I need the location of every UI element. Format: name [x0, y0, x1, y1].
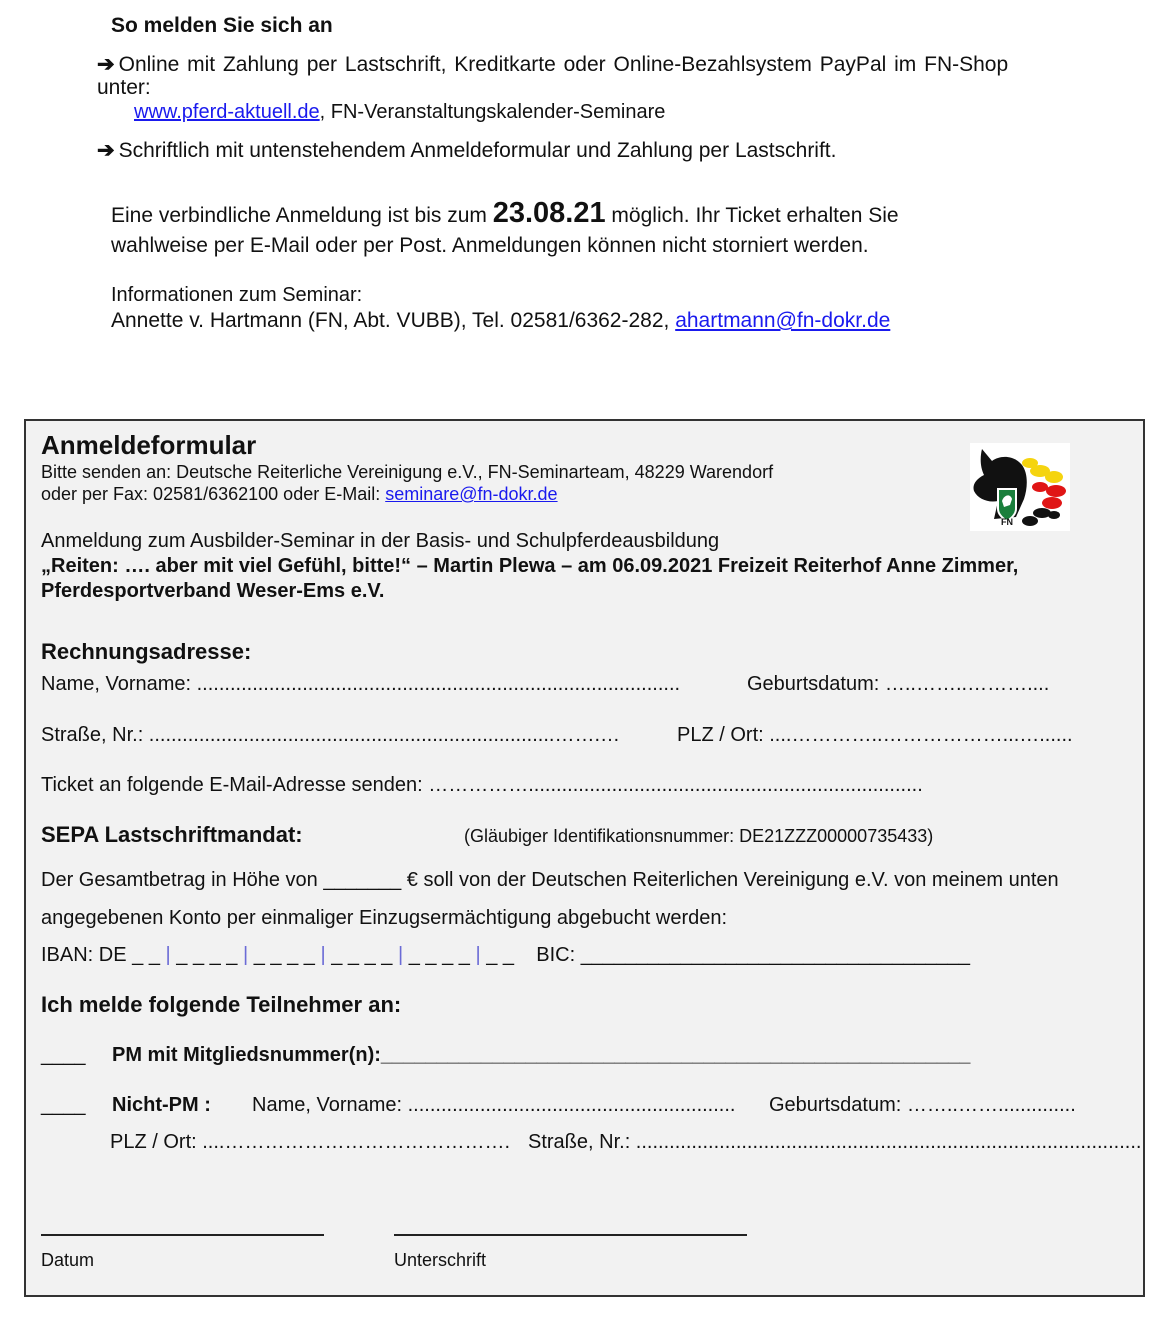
- send-to-address: Bitte senden an: Deutsche Reiterliche Vereinigung e.V., FN-Seminarteam, 48229 Warendorf: [41, 462, 774, 482]
- pm-member-field[interactable]: PM mit Mitgliedsnummer(n):_____________________________________________________: [112, 1044, 971, 1066]
- amount-line-1[interactable]: Der Gesamtbetrag in Höhe von _______ € soll von der Deutschen Reiterlichen Vereinigung e.V. von meinem unten: [41, 869, 1059, 891]
- name-field[interactable]: Name, Vorname: .......................................................................................: [41, 673, 681, 695]
- npm-name-field[interactable]: Name, Vorname: ...........................................................: [252, 1094, 736, 1116]
- info-contact-text: Annette v. Hartmann (FN, Abt. VUBB), Tel. 02581/6362-282,: [111, 309, 676, 332]
- iban-separator: |: [475, 944, 481, 966]
- npm-count-blank[interactable]: ____: [41, 1094, 86, 1116]
- form-title: Anmeldeformular: [41, 430, 257, 460]
- participants-heading: Ich melde folgende Teilnehmer an:: [41, 992, 402, 1017]
- online-option-line: [97, 52, 1008, 77]
- iban-separator: |: [397, 944, 404, 966]
- sepa-heading: SEPA Lastschriftmandat:: [41, 822, 303, 847]
- npm-birthdate-field[interactable]: Geburtsdatum: ……..……..............: [769, 1094, 1076, 1116]
- iban-label: IBAN: DE: [41, 944, 127, 966]
- contact-email-link[interactable]: ahartmann@fn-dokr.de: [675, 309, 891, 332]
- iban-group[interactable]: _ _ _ _: [325, 944, 398, 966]
- iban-group[interactable]: _ _ _ _: [170, 944, 243, 966]
- seminar-email-link[interactable]: seminare@fn-dokr.de: [385, 484, 558, 504]
- iban-group[interactable]: _ _: [132, 944, 166, 966]
- date-signature-line[interactable]: [41, 1234, 324, 1236]
- iban-separator: |: [242, 944, 249, 966]
- online-option-text: Online mit Zahlung per Lastschrift, Kreditkarte oder Online-Bezahlsystem PayPal im FN-Shop: [118, 53, 1009, 76]
- bic-field[interactable]: BIC: ___________________________________: [536, 944, 970, 966]
- date-label: Datum: [41, 1250, 95, 1270]
- iban-separator: |: [320, 944, 326, 966]
- registration-line: Anmeldung zum Ausbilder-Seminar in der Basis- und Schulpferdeausbildung: [41, 530, 720, 552]
- section-title: So melden Sie sich an: [111, 14, 333, 37]
- horse-head-icon: [970, 443, 1070, 531]
- deadline-suffix: möglich. Ihr Ticket erhalten Sie: [605, 204, 899, 227]
- arrow-right-icon: ➔: [97, 139, 115, 162]
- signature-line[interactable]: [394, 1234, 747, 1236]
- seminar-title-line-1: „Reiten: …. aber mit viel Gefühl, bitte!“ – Martin Plewa – am 06.09.2021 Freizeit Reiterhof Anne Zimmer,: [41, 555, 1019, 577]
- fax-text: oder per Fax: 02581/6362100 oder E-Mail:: [41, 484, 386, 504]
- npm-street-field[interactable]: Straße, Nr.: ...........................................................................................: [528, 1131, 1142, 1153]
- deadline-line: [111, 197, 899, 230]
- arrow-right-icon: ➔: [97, 53, 115, 76]
- seminar-title-line-2: Pferdesportverband Weser-Ems e.V.: [41, 580, 385, 602]
- written-option-text: Schriftlich mit untenstehendem Anmeldeformular und Zahlung per Lastschrift.: [118, 139, 837, 162]
- iban-group[interactable]: _ _: [480, 944, 514, 966]
- fn-logo: [970, 443, 1070, 531]
- iban-group[interactable]: _ _ _ _: [248, 944, 321, 966]
- info-contact: [111, 309, 890, 333]
- registration-form: [24, 419, 1145, 1297]
- iban-separator: |: [165, 944, 171, 966]
- info-title: Informationen zum Seminar:: [111, 284, 363, 306]
- billing-heading: Rechnungsadresse:: [41, 639, 252, 664]
- iban-bic-line[interactable]: [41, 944, 970, 967]
- online-option-link-line: [134, 101, 665, 124]
- npm-label: Nicht-PM :: [112, 1094, 211, 1116]
- ticket-email-field[interactable]: Ticket an folgende E-Mail-Adresse senden: …………….......................................................................: [41, 774, 923, 796]
- deadline-line-2: wahlweise per E-Mail oder per Post. Anmeldungen können nicht storniert werden.: [111, 234, 869, 257]
- plz-city-field[interactable]: PLZ / Ort: ....…………..………………...…......: [677, 724, 1073, 746]
- street-field[interactable]: Straße, Nr.: .........................................................................…….…: [41, 724, 620, 746]
- birthdate-field[interactable]: Geburtsdatum: …..……..………....: [747, 673, 1050, 695]
- written-option-line: [97, 138, 836, 163]
- amount-line-2: angegebenen Konto per einmaliger Einzugsermächtigung abgebucht werden:: [41, 907, 728, 929]
- online-option-line-2: unter:: [97, 76, 151, 99]
- logo-text: FN: [1001, 517, 1013, 527]
- pm-count-blank[interactable]: ____: [41, 1044, 86, 1066]
- creditor-id: (Gläubiger Identifikationsnummer: DE21ZZZ00000735433): [464, 826, 934, 846]
- pferd-aktuell-link[interactable]: www.pferd-aktuell.de: [134, 101, 320, 123]
- iban-group[interactable]: _ _ _ _: [403, 944, 476, 966]
- deadline-prefix: Eine verbindliche Anmeldung ist bis zum: [111, 204, 493, 227]
- online-link-suffix: , FN-Veranstaltungskalender-Seminare: [319, 101, 666, 123]
- deadline-date: 23.08.21: [492, 197, 606, 229]
- npm-plz-field[interactable]: PLZ / Ort: ....…………………………………….: [110, 1131, 511, 1153]
- signature-label: Unterschrift: [394, 1250, 487, 1270]
- fax-email-line: [41, 484, 558, 505]
